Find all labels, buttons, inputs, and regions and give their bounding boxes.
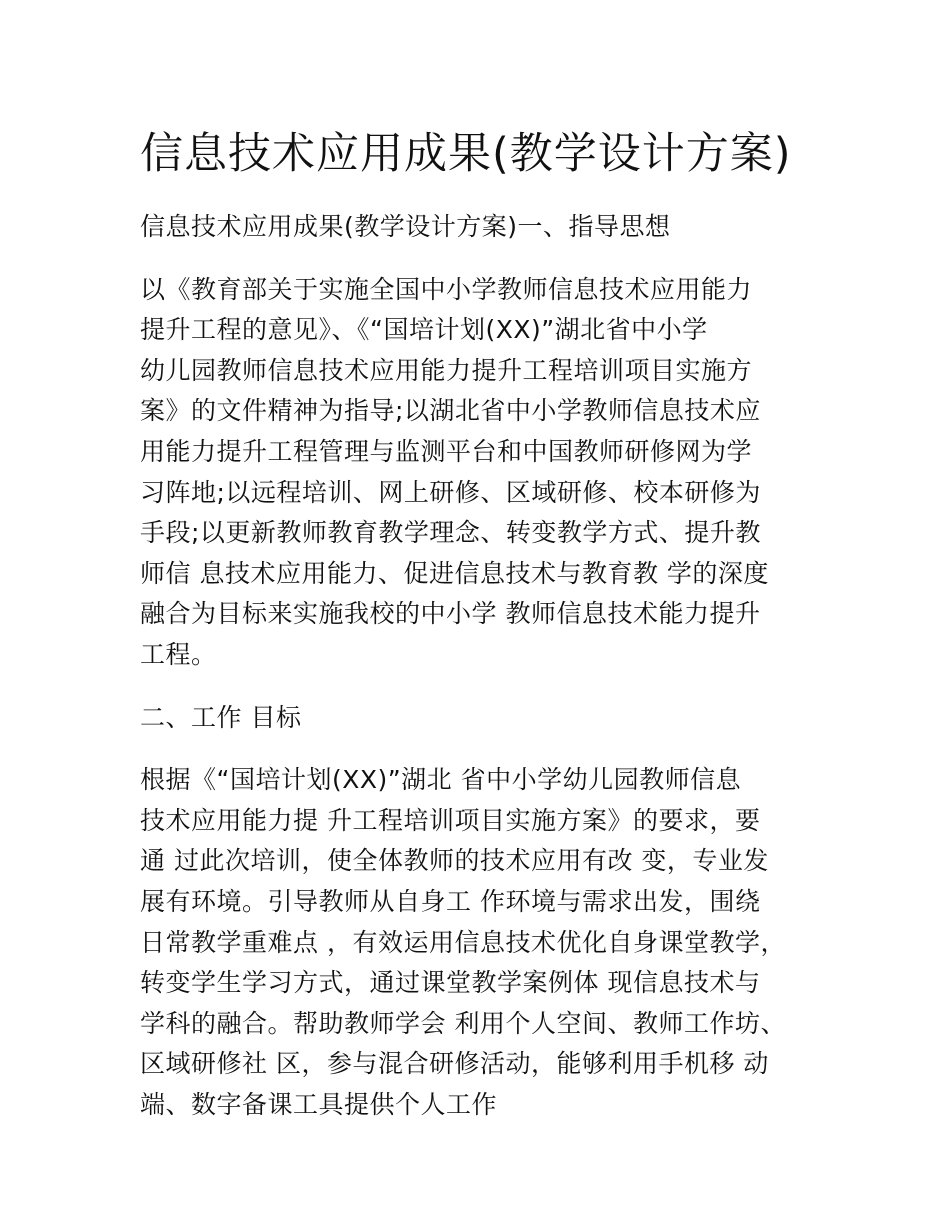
document-page (140, 124, 830, 1125)
text-line: 日常教学重难点 ，有效运用信息技术优化自身课堂教学， (140, 927, 786, 957)
text-line: 以《教育部关于实施全国中小学教师信息技术应用能力 (140, 274, 753, 304)
text-line: 展有环境。引导教师从自身工 作环境与需求出发，围绕 (140, 886, 761, 916)
text-line: 端、数字备课工具提供个人工作 (140, 1089, 498, 1119)
text-line: 转变学生学习方式，通过课堂教学案例体 现信息技术与 (140, 968, 761, 998)
text-line: 案》的文件精神为指导;以湖北省中小学教师信息技术应 (140, 396, 761, 426)
text-line: 习阵地;以远程培训、网上研修、区域研修、校本研修为 (140, 477, 761, 507)
text-line: 提升工程的意见》、《“国培计划(XX)”湖北省中小学 (140, 315, 708, 345)
text-line: 用能力提升工程管理与监测平台和中国教师研修网为学 (140, 436, 753, 466)
text-line: 工程。 (140, 639, 217, 669)
text-line: 技术应用能力提 升工程培训项目实施方案》的要求，要 (140, 805, 761, 835)
document-title: 信息技术应用成果(教学设计方案) (140, 129, 792, 179)
text-line: 融合为目标来实施我校的中小学 教师信息技术能力提升 (140, 599, 761, 629)
text-line: 区域研修社 区，参与混合研修活动，能够利用手机移 动 (140, 1049, 769, 1079)
section-heading-guiding-ideology: 信息技术应用成果(教学设计方案)一、指导思想 (140, 212, 671, 241)
text-line: 手段;以更新教师教育教学理念、转变教学方式、提升教 (140, 518, 761, 548)
section-heading-work-goals: 二、工作 目标 (140, 702, 302, 732)
text-line: 根据《“国培计划(XX)”湖北 省中小学幼儿园教师信息 (140, 765, 742, 795)
text-line: 幼儿园教师信息技术应用能力提升工程培训项目实施方 (140, 355, 753, 385)
text-line: 通 过此次培训，使全体教师的技术应用有改 变，专业发 (140, 846, 769, 876)
text-line: 师信 息技术应用能力、促进信息技术与教育教 学的深度 (140, 558, 769, 588)
paragraph-guiding-ideology (140, 270, 830, 676)
paragraph-work-goals (140, 760, 830, 1125)
text-line: 学科的融合。帮助教师学会 利用个人空间、教师工作坊、 (140, 1008, 786, 1038)
